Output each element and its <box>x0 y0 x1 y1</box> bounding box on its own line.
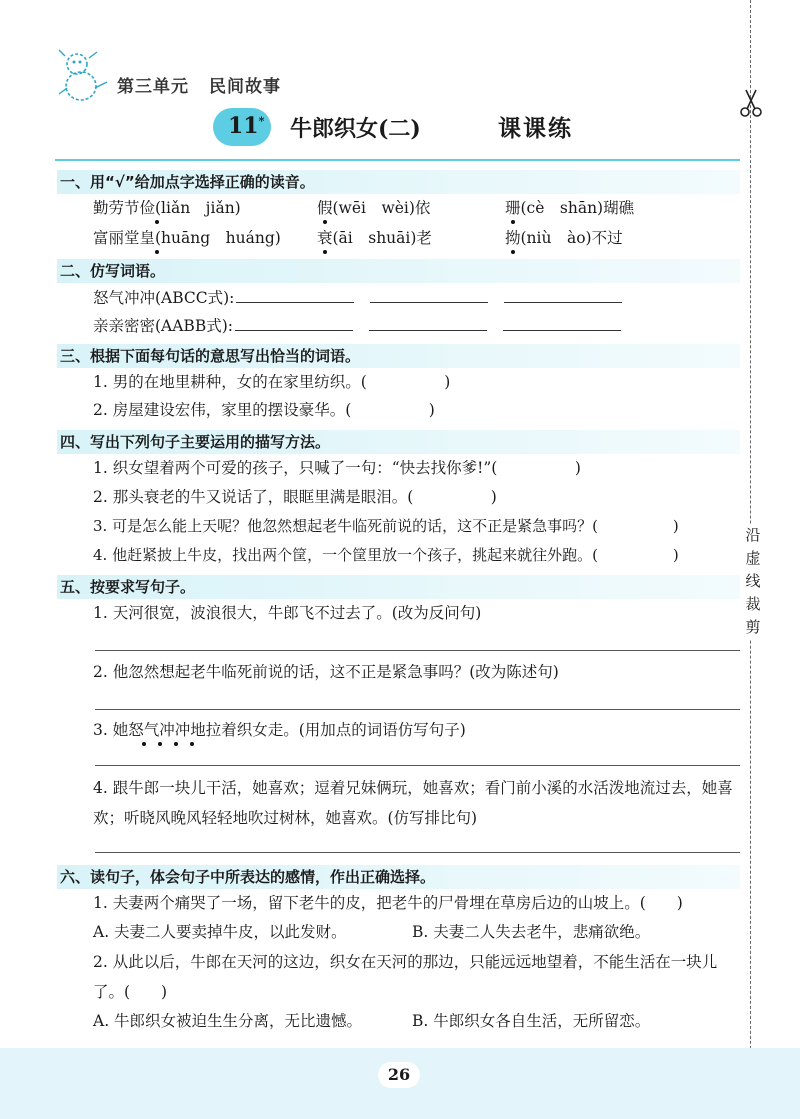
page-number: 26 <box>378 1062 420 1088</box>
snowman-mascot-icon <box>55 48 113 106</box>
lesson-star: * <box>258 114 265 128</box>
answer-blank[interactable] <box>236 290 354 303</box>
answer-blank[interactable] <box>369 318 487 331</box>
s1-item[interactable]: 拗(niù ào)不过 <box>505 229 623 247</box>
cut-label-char: 沿 <box>745 526 761 544</box>
s3-question[interactable]: 1. 男的在地里耕种，女的在家里纺织。( ) <box>93 373 451 391</box>
section-2-title: 二、仿写词语。 <box>57 259 740 283</box>
unit-header <box>117 72 281 97</box>
header-divider <box>55 159 740 161</box>
emphasis-dot <box>155 250 159 254</box>
emphasis-dot <box>174 742 178 746</box>
answer-blank[interactable] <box>504 290 622 303</box>
emphasis-dot <box>323 250 327 254</box>
cut-label <box>744 524 762 639</box>
s1-item[interactable]: 衰(āi shuāi)老 <box>317 229 432 247</box>
s4-question[interactable]: 3. 可是怎么能上天呢？他忽然想起老牛临死前说的话，这不正是紧急事吗？( ) <box>93 517 679 535</box>
s4-question[interactable]: 2. 那头衰老的牛又说话了，眼眶里满是眼泪。( ) <box>93 488 497 506</box>
lesson-title: 牛郎织女(二) <box>290 116 421 142</box>
s1-item[interactable]: 勤劳节俭(liǎn jiǎn) <box>93 199 241 217</box>
scissors-icon <box>738 88 764 118</box>
emphasis-dot <box>190 742 194 746</box>
cut-label-char: 剪 <box>745 618 761 636</box>
s4-question[interactable]: 1. 织女望着两个可爱的孩子，只喊了一句：“快去找你爹!”( ) <box>93 459 581 477</box>
lesson-number-value: 11 <box>228 113 259 139</box>
s6-option[interactable]: A. 牛郎织女被迫生生分离，无比遗憾。 <box>93 1012 363 1030</box>
emphasis-dot <box>323 220 327 224</box>
cut-label-char: 裁 <box>745 595 761 613</box>
s6-option[interactable]: A. 夫妻二人要卖掉牛皮，以此发财。 <box>93 923 347 941</box>
s6-option[interactable]: B. 夫妻二人失去老牛，悲痛欲绝。 <box>412 923 651 941</box>
s3-question[interactable]: 2. 房屋建设宏伟，家里的摆设豪华。( ) <box>93 401 435 419</box>
emphasis-dot <box>142 742 146 746</box>
cut-label-char: 虚 <box>745 549 761 567</box>
s1-item[interactable]: 富丽堂皇(huāng huáng) <box>93 229 281 247</box>
answer-blank[interactable] <box>370 290 488 303</box>
emphasis-dot <box>511 250 515 254</box>
unit-name: 民间故事 <box>209 77 281 97</box>
section-3-title: 三、根据下面每句话的意思写出恰当的词语。 <box>57 344 740 368</box>
answer-line[interactable] <box>95 852 740 853</box>
lesson-number <box>228 113 264 139</box>
series-title: 课课练 <box>498 116 573 142</box>
s5-question: 2. 他忽然想起老牛临死前说的话，这不正是紧急事吗？(改为陈述句) <box>93 663 559 681</box>
answer-line[interactable] <box>95 650 740 651</box>
s5-question: 3. 她怒气冲冲地拉着织女走。(用加点的词语仿写句子) <box>93 721 466 739</box>
s5-question: 4. 跟牛郎一块儿干活，她喜欢；逗着兄妹俩玩，她喜欢；看门前小溪的水活泼地流过去，她喜欢；听晓风晚风轻轻地吹过树林，她喜欢。(仿写排比句) <box>93 779 733 827</box>
s4-question[interactable]: 4. 他赶紧披上牛皮，找出两个筐，一个筐里放一个孩子，挑起来就往外跑。( ) <box>93 546 679 564</box>
emphasis-dot <box>155 220 159 224</box>
section-4-title: 四、写出下列句子主要运用的描写方法。 <box>57 430 740 454</box>
section-1-title: 一、用“√”给加点字选择正确的读音。 <box>57 170 740 194</box>
s2-prompt: 怒气冲冲(ABCC式): <box>93 289 235 307</box>
s6-question[interactable]: 2. 从此以后，牛郎在天河的这边，织女在天河的那边，只能远远地望着，不能生活在一块儿了。( ) <box>93 953 718 1001</box>
answer-line[interactable] <box>95 709 740 710</box>
s1-item[interactable]: 假(wēi wèi)依 <box>317 199 431 217</box>
s6-question[interactable]: 1. 夫妻两个痛哭了一场，留下老牛的皮，把老牛的尸骨埋在草房后边的山坡上。( ) <box>93 894 683 912</box>
answer-blank[interactable] <box>503 318 621 331</box>
answer-blank[interactable] <box>235 318 353 331</box>
emphasis-dot <box>511 220 515 224</box>
emphasis-dot <box>158 742 162 746</box>
s6-option[interactable]: B. 牛郎织女各自生活，无所留恋。 <box>412 1012 651 1030</box>
s2-row <box>93 314 621 338</box>
section-5-title: 五、按要求写句子。 <box>57 575 740 599</box>
s1-item[interactable]: 珊(cè shān)瑚礁 <box>505 199 635 217</box>
answer-line[interactable] <box>95 765 740 766</box>
cut-label-char: 线 <box>745 572 761 590</box>
s2-prompt: 亲亲密密(AABB式): <box>93 317 233 335</box>
unit-number: 第三单元 <box>117 77 189 97</box>
s5-question: 1. 天河很宽，波浪很大，牛郎飞不过去了。(改为反问句) <box>93 604 482 622</box>
section-6-title: 六、读句子，体会句子中所表达的感情，作出正确选择。 <box>57 865 740 889</box>
s2-row <box>93 286 622 310</box>
